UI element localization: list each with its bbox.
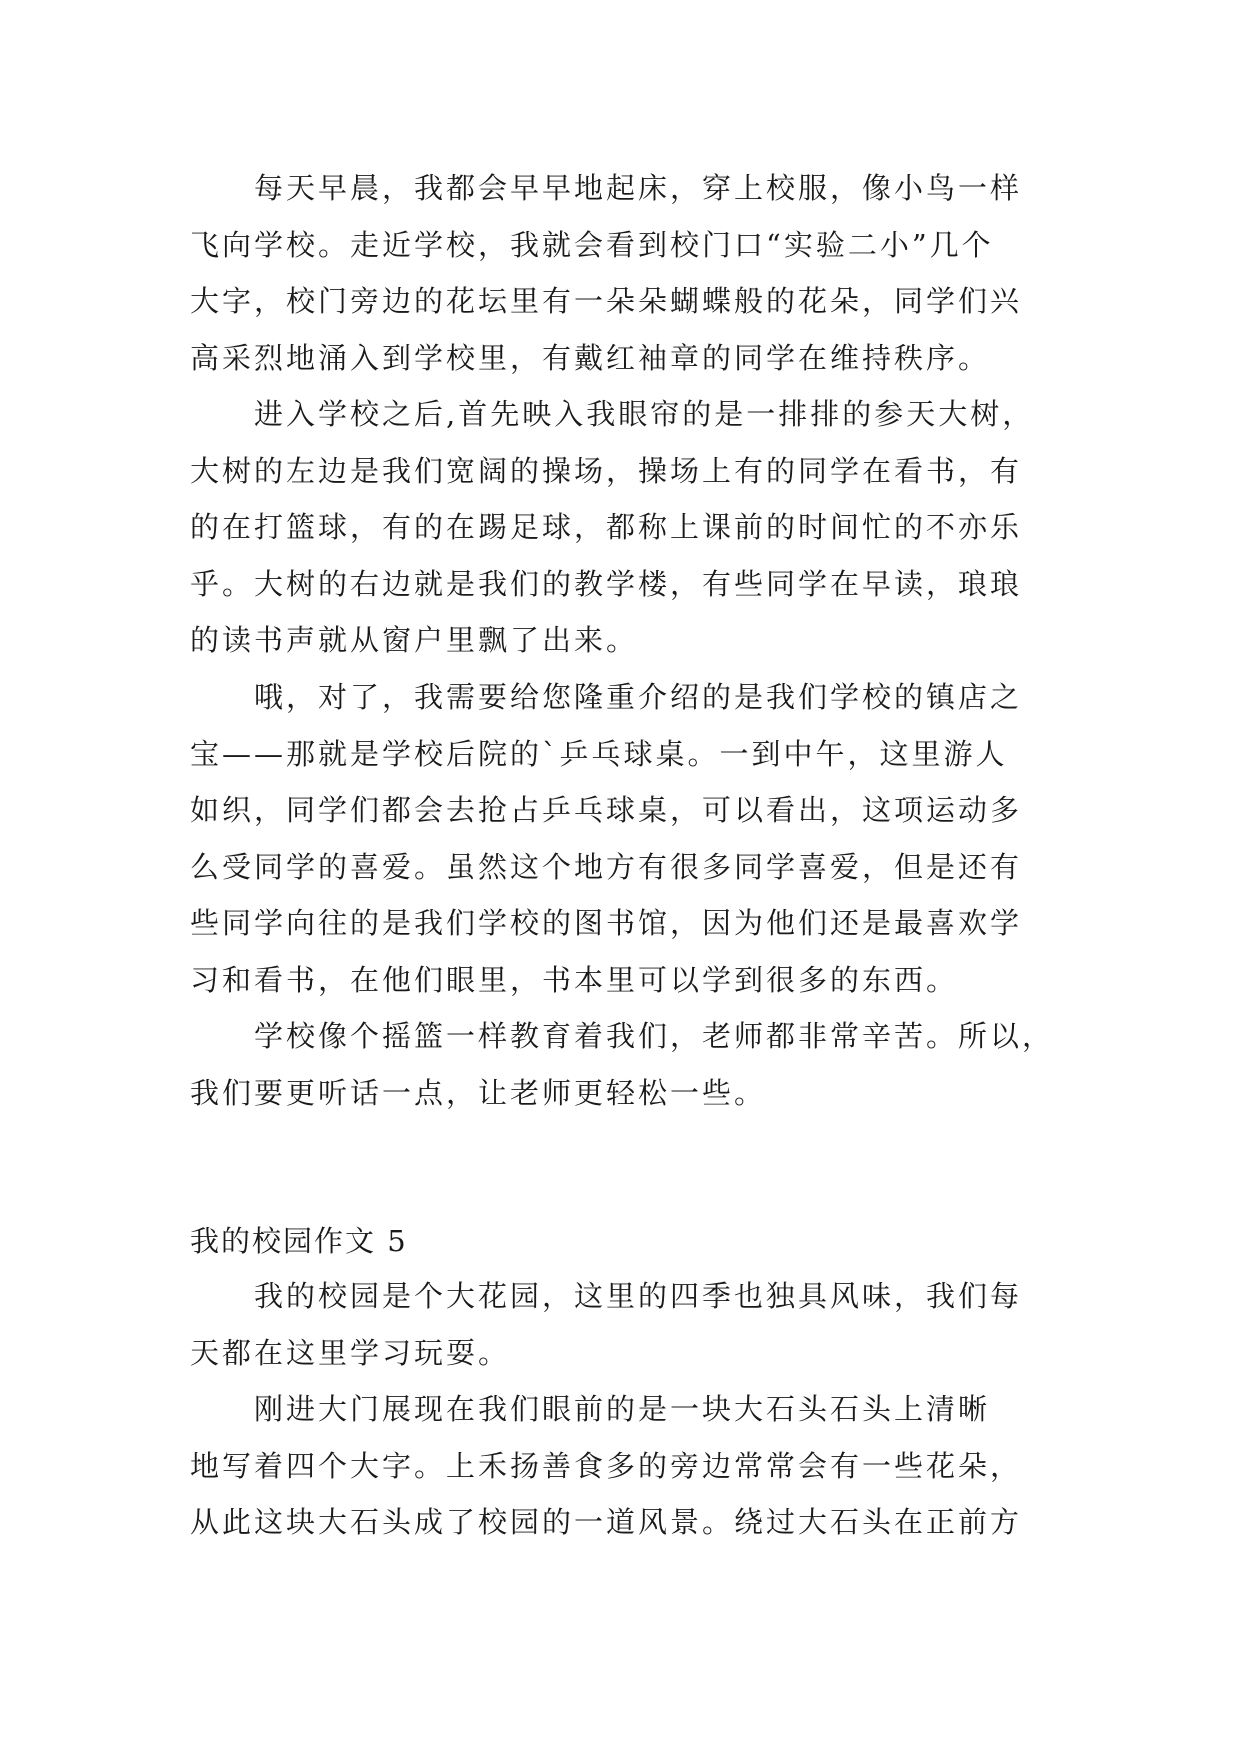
paragraph-garden (190, 1268, 1050, 1381)
paragraph-line: 地写着四个大字。上禾扬善食多的旁边常常会有一些花朵， (190, 1448, 1023, 1483)
paragraph-line: 宝——那就是学校后院的`乒乓球桌。一到中午，这里游人 (190, 736, 1008, 771)
paragraph-morning (190, 160, 1050, 386)
paragraph-line: 哦，对了，我需要给您隆重介绍的是我们学校的镇店之 (254, 680, 1023, 714)
paragraph-line: 飞向学校。走近学校，我就会看到校门口“实验二小”几个 (190, 227, 994, 262)
paragraph-line: 高采烈地涌入到学校里，有戴红袖章的同学在维持秩序。 (190, 340, 991, 375)
paragraph-trees (190, 386, 1050, 669)
paragraph-cradle (190, 1008, 1055, 1121)
paragraph-stone (190, 1381, 1050, 1551)
paragraph-line: 每天早晨，我都会早早地起床，穿上校服，像小鸟一样 (254, 171, 1023, 205)
paragraph-line: 从此这块大石头成了校园的一道风景。绕过大石头在正前方 (190, 1505, 1023, 1539)
paragraph-line: 的读书声就从窗户里飘了出来。 (190, 623, 639, 657)
paragraph-pingpong (190, 669, 1050, 1008)
section-heading: 我的校园作文 5 (190, 1224, 408, 1258)
paragraph-line: 么受同学的喜爱。虽然这个地方有很多同学喜爱，但是还有 (190, 849, 1023, 884)
paragraph-line: 我们要更听话一点，让老师更轻松一些。 (190, 1075, 767, 1110)
paragraph-line: 大字，校门旁边的花坛里有一朵朵蝴蝶般的花朵，同学们兴 (190, 284, 1023, 318)
paragraph-line: 学校像个摇篮一样教育着我们，老师都非常辛苦。所以， (254, 1019, 1055, 1053)
paragraph-line: 刚进大门展现在我们眼前的是一块大石头石头上清晰 (254, 1392, 991, 1426)
paragraph-line: 天都在这里学习玩耍。 (190, 1335, 511, 1370)
paragraph-line: 习和看书，在他们眼里，书本里可以学到很多的东西。 (190, 962, 959, 997)
paragraph-line: 大树的左边是我们宽阔的操场，操场上有的同学在看书，有 (190, 453, 1023, 488)
paragraph-line: 进入学校之后,首先映入我眼帘的是一排排的参天大树， (254, 397, 1035, 431)
paragraph-line: 些同学向往的是我们学校的图书馆，因为他们还是最喜欢学 (190, 906, 1023, 940)
paragraph-line: 乎。大树的右边就是我们的教学楼，有些同学在早读，琅琅 (190, 566, 1023, 601)
paragraph-line: 的在打篮球，有的在踢足球，都称上课前的时间忙的不亦乐 (190, 510, 1023, 544)
paragraph-line: 如织，同学们都会去抢占乒乓球桌，可以看出，这项运动多 (190, 793, 1023, 827)
paragraph-line: 我的校园是个大花园，这里的四季也独具风味，我们每 (254, 1279, 1023, 1313)
